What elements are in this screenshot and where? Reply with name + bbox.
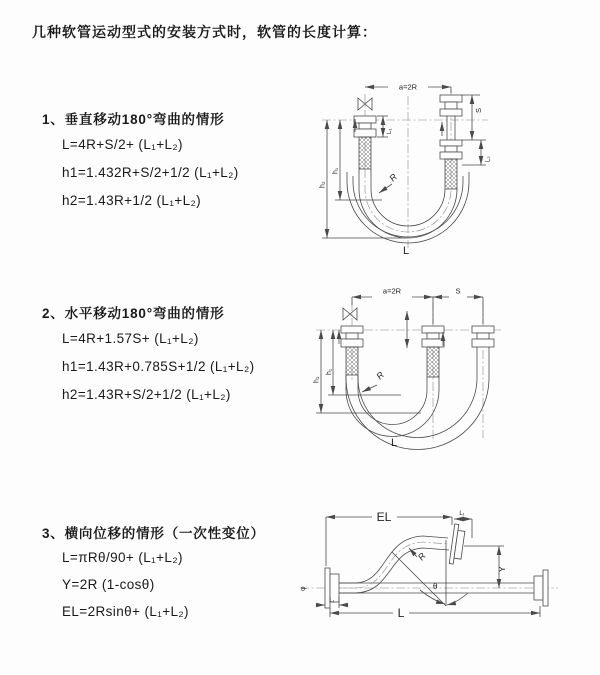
dim-a2r-label: a=2R: [398, 82, 418, 92]
section-3-formula-el: EL=2Rsinθ+ (L₁+L₂): [62, 604, 189, 619]
length-label: L: [402, 245, 410, 257]
radius-label: R: [387, 171, 400, 184]
dim-h2-label: h₂: [319, 181, 327, 188]
section-2-formula-h1: h1=1.43R+0.785S+1/2 (L₁+L₂): [62, 359, 255, 374]
diagram-horizontal-180-bend: [306, 280, 536, 452]
length-label: L: [390, 437, 398, 449]
dim-s-label: S: [455, 286, 461, 296]
section-1-formula-h1: h1=1.432R+S/2+1/2 (L₁+L₂): [62, 165, 239, 180]
dim-h2-label: h₂: [313, 376, 321, 383]
lateral-displacement-drawing: [300, 517, 558, 617]
radius-label: R: [415, 550, 428, 563]
dim-l2-label: L₂: [485, 156, 492, 162]
section-1-formula-h2: h2=1.43R+1/2 (L₁+L₂): [62, 193, 202, 208]
length-label: L: [397, 606, 405, 620]
section-2-formula-h2: h2=1.43R+S/2+1/2 (L₁+L₂): [62, 387, 231, 402]
section-2-heading: 2、水平移动180°弯曲的情形: [42, 306, 225, 321]
dim-s-label: S: [474, 107, 483, 113]
vertical-bend-drawing: [319, 87, 488, 248]
dim-a2r-label: a=2R: [382, 286, 402, 296]
angle-theta-label: θ: [433, 582, 438, 591]
section-3-heading: 3、横向位移的情形（一次性变位）: [42, 526, 265, 541]
dim-el-label: EL: [376, 510, 392, 524]
dim-h1-label: h₁: [326, 368, 333, 375]
diagram-vertical-180-bend: [314, 70, 529, 262]
dim-l1-label: L₁: [387, 128, 393, 134]
dim-phi-label: φ: [300, 586, 307, 591]
valve-icon: [343, 308, 357, 320]
page-title: 几种软管运动型式的安装方式时，软管的长度计算：: [32, 24, 377, 40]
dim-l1-bottom-label: L₁: [329, 598, 335, 604]
dim-h1-label: h₁: [332, 167, 340, 174]
dim-l1-top-label: L₁: [459, 511, 465, 517]
section-3-formula-l: L=πRθ/90+ (L₁+L₂): [62, 550, 183, 565]
section-3-formula-y: Y=2R (1-cosθ): [62, 577, 155, 592]
radius-label: R: [374, 369, 387, 382]
diagram-lateral-displacement: [296, 498, 564, 646]
section-1-heading: 1、垂直移动180°弯曲的情形: [42, 112, 225, 127]
section-1-formula-l: L=4R+S/2+ (L₁+L₂): [62, 137, 183, 152]
section-2-formula-l: L=4R+1.57S+ (L₁+L₂): [62, 331, 199, 346]
dim-y-label: Y: [497, 566, 507, 572]
horizontal-bend-drawing: [313, 297, 502, 450]
